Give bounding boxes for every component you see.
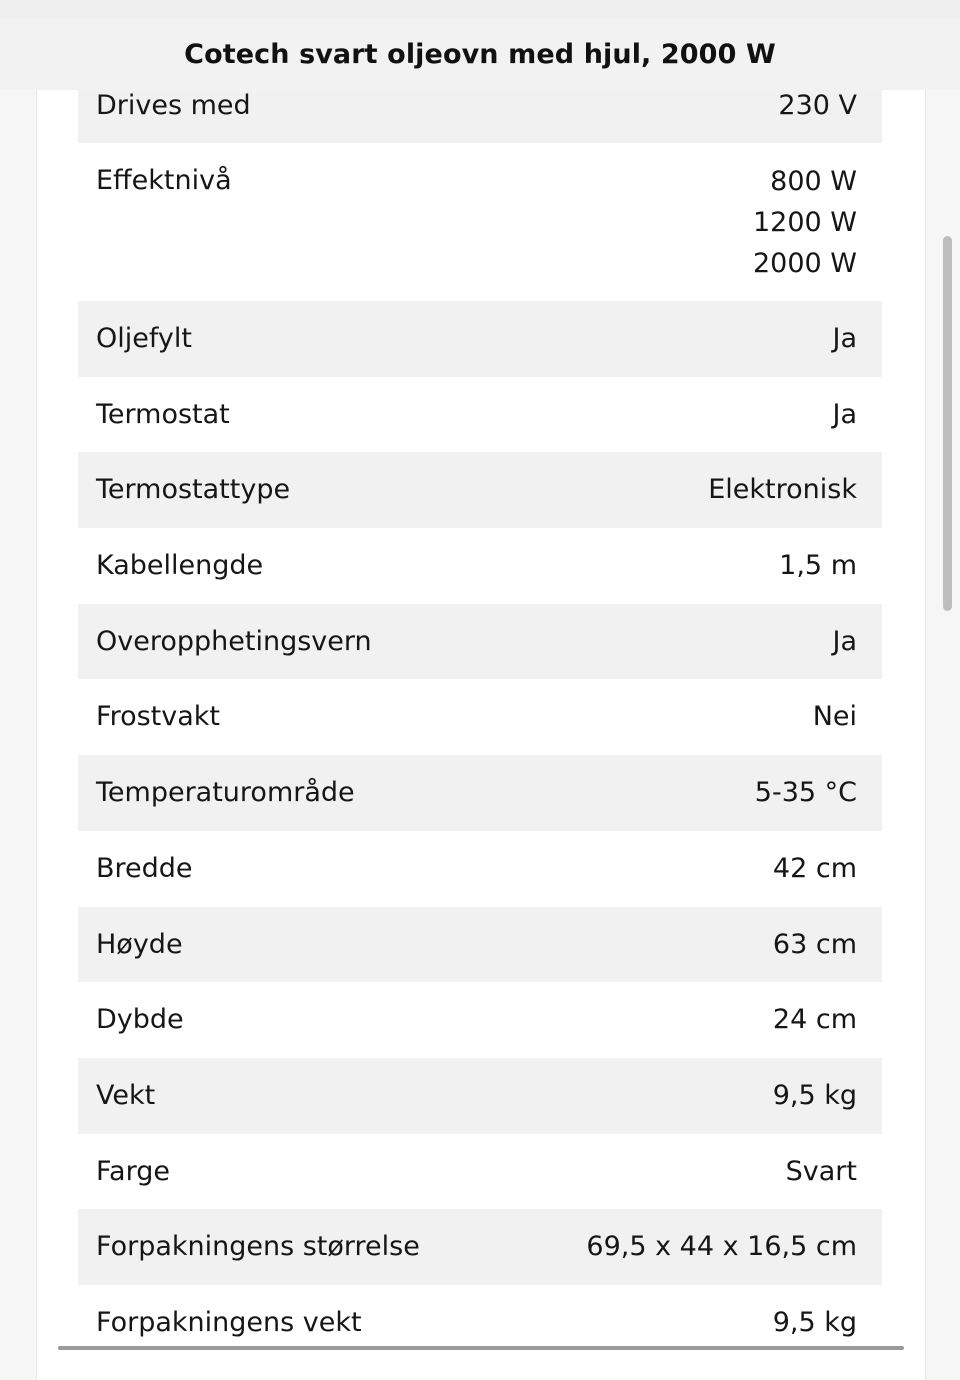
spec-row-hoyde [78,907,882,983]
spec-label: Høyde [96,928,183,960]
spec-label: Overopphetingsvern [96,625,372,657]
spec-value: 230 V [778,90,857,121]
spec-value: 9,5 kg [772,1079,857,1111]
spec-table [78,68,882,1361]
spec-value: 2000 W [753,248,857,279]
spec-label: Temperaturområde [96,777,355,809]
spec-label: Forpakningens størrelse [96,1231,420,1263]
spec-value: 69,5 x 44 x 16,5 cm [586,1231,857,1263]
status-bar-area [0,0,960,18]
spec-value: 800 W [770,166,857,197]
spec-label: Drives med [96,90,251,121]
spec-row-frostvakt [78,679,882,755]
spec-value: 1200 W [753,207,857,238]
spec-row-oljefylt [78,301,882,377]
spec-label: Termostat [96,398,230,430]
spec-label: Farge [96,1155,170,1187]
spec-row-termostat [78,377,882,453]
page-header [0,18,960,90]
spec-label: Oljefylt [96,323,192,354]
spec-label: Forpakningens vekt [96,1306,362,1338]
spec-row-termostattype [78,452,882,528]
spec-value: 42 cm [772,852,857,884]
scrollbar[interactable] [943,236,952,611]
spec-row-forpakningens-storrelse [78,1209,882,1285]
spec-row-temperaturomrade [78,755,882,831]
spec-label: Kabellengde [96,550,264,582]
spec-value: Svart [785,1155,857,1187]
spec-label: Termostattype [96,474,291,506]
spec-value: Ja [832,625,857,657]
spec-value-list [753,161,857,284]
spec-row-kabellengde [78,528,882,604]
spec-label: Bredde [96,852,193,884]
spec-row-bredde [78,831,882,907]
spec-value: 63 cm [772,928,857,960]
spec-label: Frostvakt [96,701,220,733]
spec-value: Nei [812,701,857,733]
spec-row-vekt [78,1058,882,1134]
spec-row-farge [78,1134,882,1210]
spec-row-dybde [78,982,882,1058]
spec-value: 9,5 kg [772,1306,857,1338]
spec-row-effektniva [78,143,882,301]
spec-row-overopphetingsvern [78,604,882,680]
spec-label: Dybde [96,1004,184,1036]
bottom-edge [58,1346,904,1350]
spec-label: Vekt [96,1079,156,1111]
spec-value: Ja [832,323,857,354]
spec-value: 24 cm [772,1004,857,1036]
spec-value: 5-35 °C [754,777,857,809]
spec-value: Ja [832,398,857,430]
page-title: Cotech svart oljeovn med hjul, 2000 W [184,38,776,70]
spec-label: Effektnivå [96,165,232,196]
spec-value: 1,5 m [779,550,857,582]
spec-value: Elektronisk [708,474,857,506]
